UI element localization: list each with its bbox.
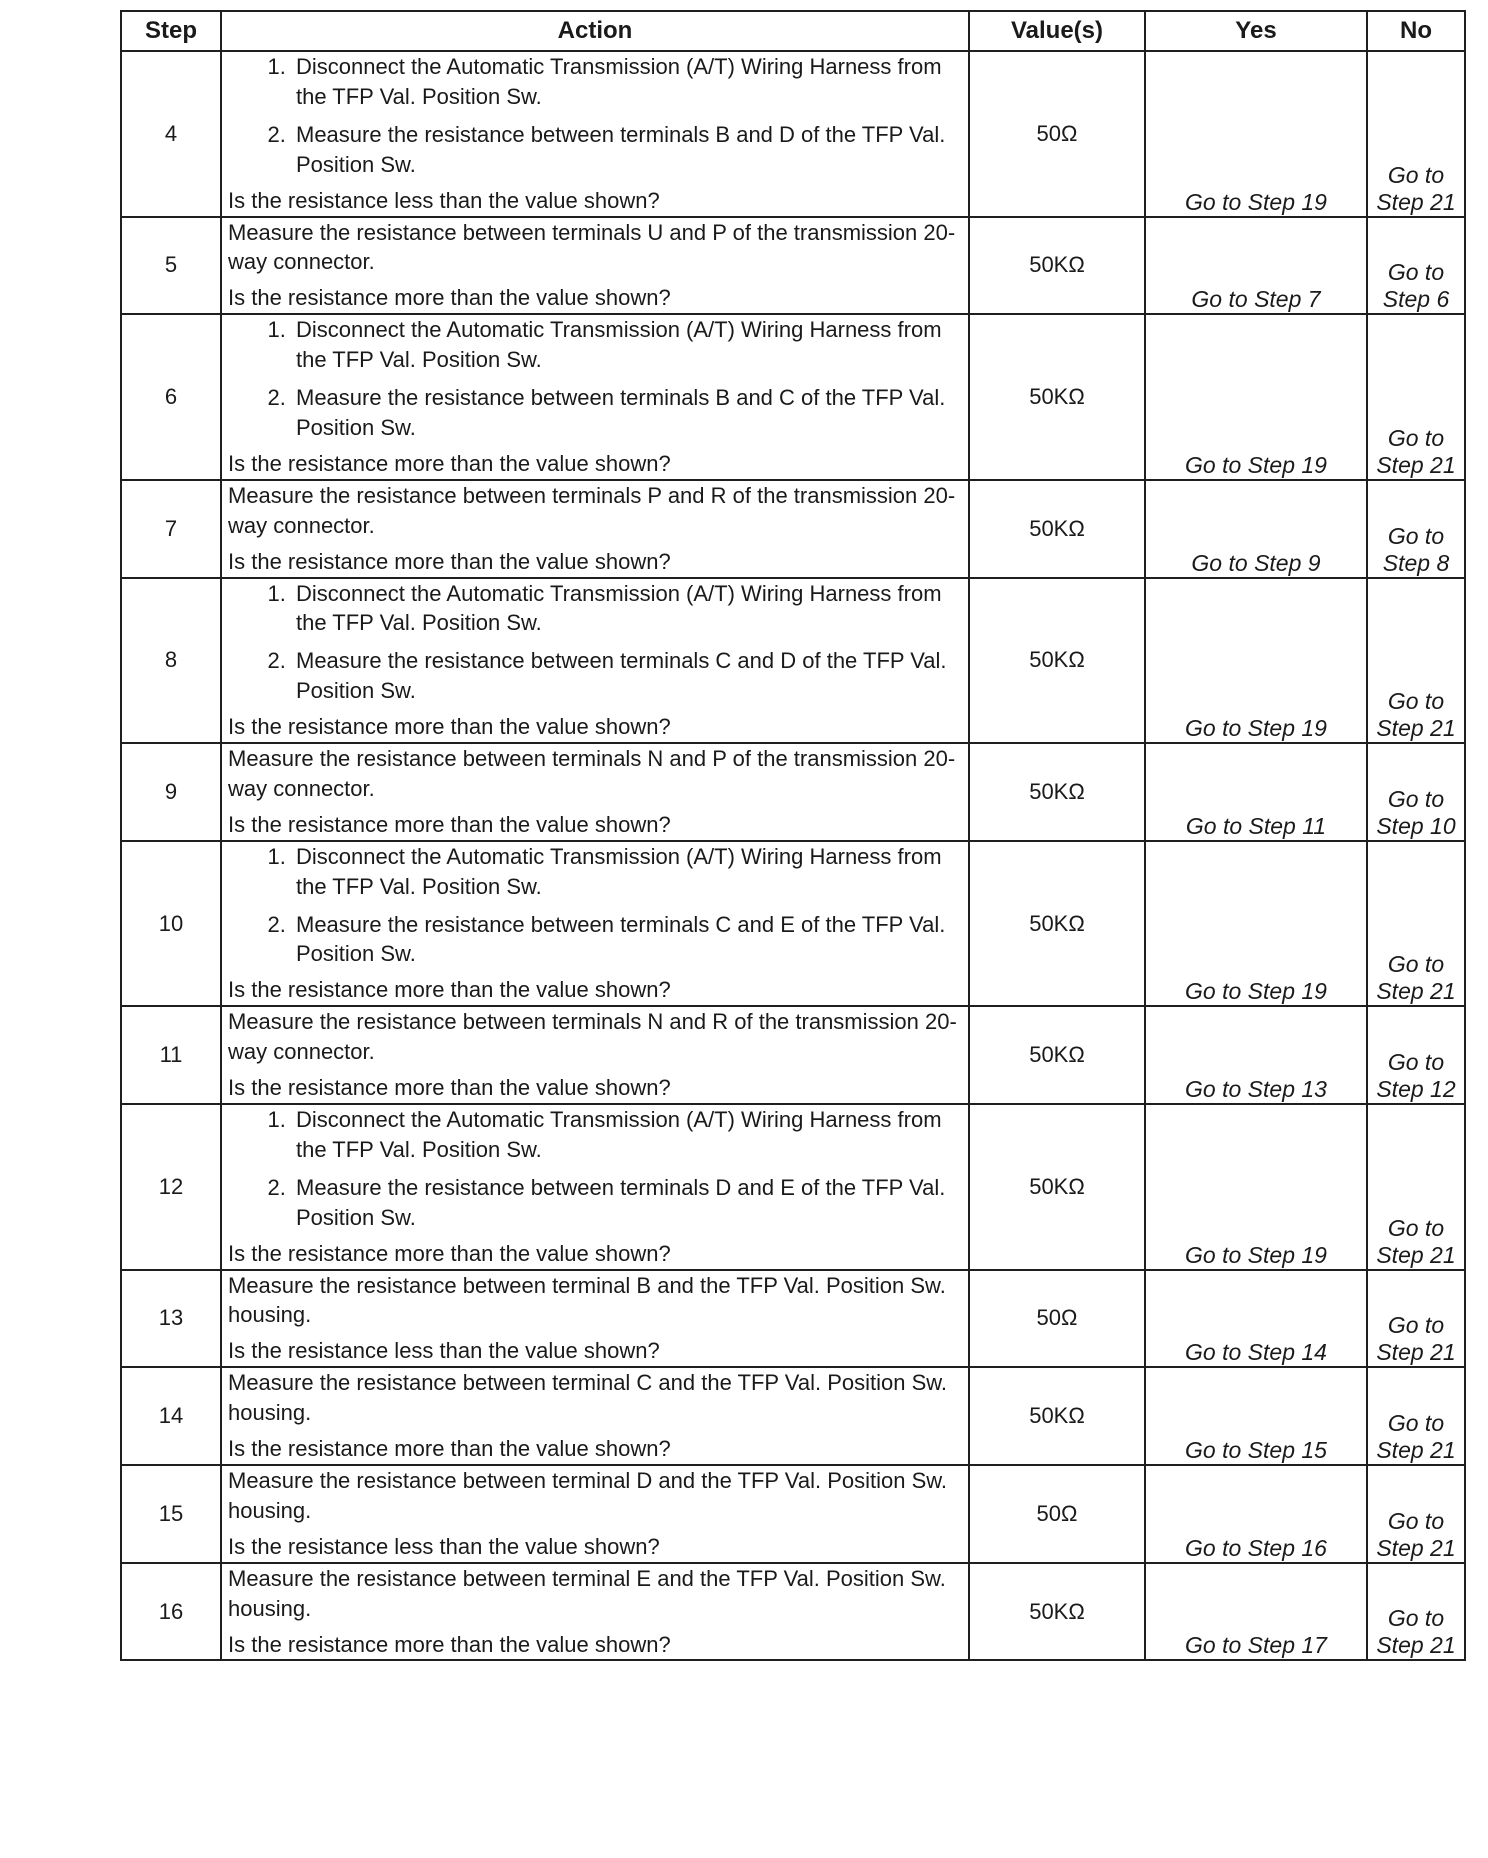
step-number: 13 [121, 1270, 221, 1368]
header-row [121, 11, 1465, 51]
action-text: Measure the resistance between terminal E and the TFP Val. Position Sw. housing. [228, 1565, 946, 1621]
action-substep: 1. Disconnect the Automatic Transmission (A/T) Wiring Harness from the TFP Val. Position Sw. [292, 1105, 962, 1165]
no-cell: Go to Step 6 [1367, 217, 1465, 315]
value-cell: 50KΩ [969, 480, 1145, 578]
action-substep: 2. Measure the resistance between terminals C and E of the TFP Val. Position Sw. [292, 910, 962, 970]
action-text: Measure the resistance between terminal B and the TFP Val. Position Sw. housing. [228, 1272, 946, 1328]
yes-cell: Go to Step 15 [1145, 1367, 1367, 1465]
action-substeps [228, 579, 962, 707]
action-substeps [228, 842, 962, 970]
action-substeps [228, 52, 962, 180]
no-cell: Go to Step 21 [1367, 314, 1465, 480]
action-cell [221, 314, 969, 480]
no-cell: Go to Step 21 [1367, 1104, 1465, 1270]
table-row [121, 314, 1465, 480]
diagnostic-table [120, 10, 1466, 1661]
table-row [121, 1465, 1465, 1563]
step-number: 14 [121, 1367, 221, 1465]
table-row [121, 1006, 1465, 1104]
no-cell: Go to Step 12 [1367, 1006, 1465, 1104]
value-cell: 50KΩ [969, 743, 1145, 841]
no-cell: Go to Step 21 [1367, 1367, 1465, 1465]
action-question: Is the resistance less than the value shown? [228, 1533, 660, 1559]
action-substep: 1. Disconnect the Automatic Transmission (A/T) Wiring Harness from the TFP Val. Position Sw. [292, 315, 962, 375]
action-text: Measure the resistance between terminal C and the TFP Val. Position Sw. housing. [228, 1370, 948, 1426]
action-cell [221, 1104, 969, 1270]
yes-cell: Go to Step 14 [1145, 1270, 1367, 1368]
step-number: 16 [121, 1563, 221, 1661]
action-text: Measure the resistance between terminals P and R of the transmission 20-way connector. [228, 482, 956, 538]
yes-cell: Go to Step 13 [1145, 1006, 1367, 1104]
action-question: Is the resistance less than the value shown? [228, 187, 660, 213]
value-cell: 50KΩ [969, 1006, 1145, 1104]
action-question: Is the resistance more than the value shown? [228, 1240, 671, 1266]
yes-cell: Go to Step 19 [1145, 841, 1367, 1007]
value-cell: 50KΩ [969, 217, 1145, 315]
action-cell [221, 841, 969, 1007]
action-substep: 2. Measure the resistance between terminals D and E of the TFP Val. Position Sw. [292, 1173, 962, 1233]
step-number: 9 [121, 743, 221, 841]
action-cell [221, 1270, 969, 1368]
yes-cell: Go to Step 7 [1145, 217, 1367, 315]
table-row [121, 1367, 1465, 1465]
table-row [121, 217, 1465, 315]
value-cell: 50KΩ [969, 578, 1145, 744]
no-cell: Go to Step 21 [1367, 51, 1465, 217]
action-text: Measure the resistance between terminals N and R of the transmission 20-way connector. [228, 1009, 957, 1065]
table-row [121, 480, 1465, 578]
action-question: Is the resistance more than the value shown? [228, 450, 671, 476]
action-question: Is the resistance more than the value shown? [228, 977, 671, 1003]
yes-cell: Go to Step 16 [1145, 1465, 1367, 1563]
step-header: Step [121, 11, 221, 51]
action-question: Is the resistance more than the value shown? [228, 285, 671, 311]
table-row [121, 1563, 1465, 1661]
no-cell: Go to Step 10 [1367, 743, 1465, 841]
step-number: 6 [121, 314, 221, 480]
value-cell: 50Ω [969, 1465, 1145, 1563]
no-cell: Go to Step 21 [1367, 1465, 1465, 1563]
action-cell [221, 1006, 969, 1104]
table-row [121, 1104, 1465, 1270]
step-number: 10 [121, 841, 221, 1007]
action-cell [221, 578, 969, 744]
yes-cell: Go to Step 11 [1145, 743, 1367, 841]
step-number: 12 [121, 1104, 221, 1270]
step-number: 15 [121, 1465, 221, 1563]
action-substeps [228, 1105, 962, 1233]
value-cell: 50Ω [969, 1270, 1145, 1368]
yes-cell: Go to Step 19 [1145, 51, 1367, 217]
action-text: Measure the resistance between terminal D and the TFP Val. Position Sw. housing. [228, 1467, 948, 1523]
yes-cell: Go to Step 19 [1145, 578, 1367, 744]
value-cell: 50KΩ [969, 1563, 1145, 1661]
yes-header: Yes [1145, 11, 1367, 51]
no-header: No [1367, 11, 1465, 51]
action-cell [221, 480, 969, 578]
table-row [121, 51, 1465, 217]
yes-cell: Go to Step 9 [1145, 480, 1367, 578]
value-cell: 50KΩ [969, 1367, 1145, 1465]
value-cell: 50Ω [969, 51, 1145, 217]
table-row [121, 1270, 1465, 1368]
action-question: Is the resistance more than the value shown? [228, 548, 671, 574]
yes-cell: Go to Step 19 [1145, 1104, 1367, 1270]
action-header: Action [221, 11, 969, 51]
yes-cell: Go to Step 17 [1145, 1563, 1367, 1661]
table-row [121, 743, 1465, 841]
step-number: 4 [121, 51, 221, 217]
step-number: 7 [121, 480, 221, 578]
action-cell [221, 743, 969, 841]
action-cell [221, 51, 969, 217]
action-text: Measure the resistance between terminals U and P of the transmission 20-way connector. [228, 219, 956, 275]
action-cell [221, 1563, 969, 1661]
value-cell: 50KΩ [969, 841, 1145, 1007]
no-cell: Go to Step 21 [1367, 578, 1465, 744]
action-question: Is the resistance more than the value shown? [228, 1075, 671, 1101]
action-question: Is the resistance less than the value shown? [228, 1338, 660, 1364]
action-substep: 1. Disconnect the Automatic Transmission (A/T) Wiring Harness from the TFP Val. Position Sw. [292, 52, 962, 112]
yes-cell: Go to Step 19 [1145, 314, 1367, 480]
action-cell [221, 1367, 969, 1465]
value-cell: 50KΩ [969, 314, 1145, 480]
table-body [121, 51, 1465, 1660]
action-substep: 2. Measure the resistance between terminals B and C of the TFP Val. Position Sw. [292, 383, 962, 443]
action-substep: 1. Disconnect the Automatic Transmission (A/T) Wiring Harness from the TFP Val. Position Sw. [292, 579, 962, 639]
action-text: Measure the resistance between terminals N and P of the transmission 20-way connector. [228, 746, 956, 801]
no-cell: Go to Step 8 [1367, 480, 1465, 578]
step-number: 11 [121, 1006, 221, 1104]
action-cell [221, 1465, 969, 1563]
action-substep: 2. Measure the resistance between terminals B and D of the TFP Val. Position Sw. [292, 120, 962, 180]
action-question: Is the resistance more than the value shown? [228, 714, 671, 740]
no-cell: Go to Step 21 [1367, 841, 1465, 1007]
action-question: Is the resistance more than the value shown? [228, 811, 671, 837]
value-header: Value(s) [969, 11, 1145, 51]
value-cell: 50KΩ [969, 1104, 1145, 1270]
action-substep: 1. Disconnect the Automatic Transmission (A/T) Wiring Harness from the TFP Val. Position Sw. [292, 842, 962, 902]
action-question: Is the resistance more than the value shown? [228, 1436, 671, 1462]
no-cell: Go to Step 21 [1367, 1563, 1465, 1661]
no-cell: Go to Step 21 [1367, 1270, 1465, 1368]
action-cell [221, 217, 969, 315]
action-substeps [228, 315, 962, 443]
action-substep: 2. Measure the resistance between terminals C and D of the TFP Val. Position Sw. [292, 646, 962, 706]
table-header [121, 11, 1465, 51]
table-row [121, 578, 1465, 744]
action-question: Is the resistance more than the value shown? [228, 1631, 671, 1657]
step-number: 5 [121, 217, 221, 315]
step-number: 8 [121, 578, 221, 744]
table-row [121, 841, 1465, 1007]
